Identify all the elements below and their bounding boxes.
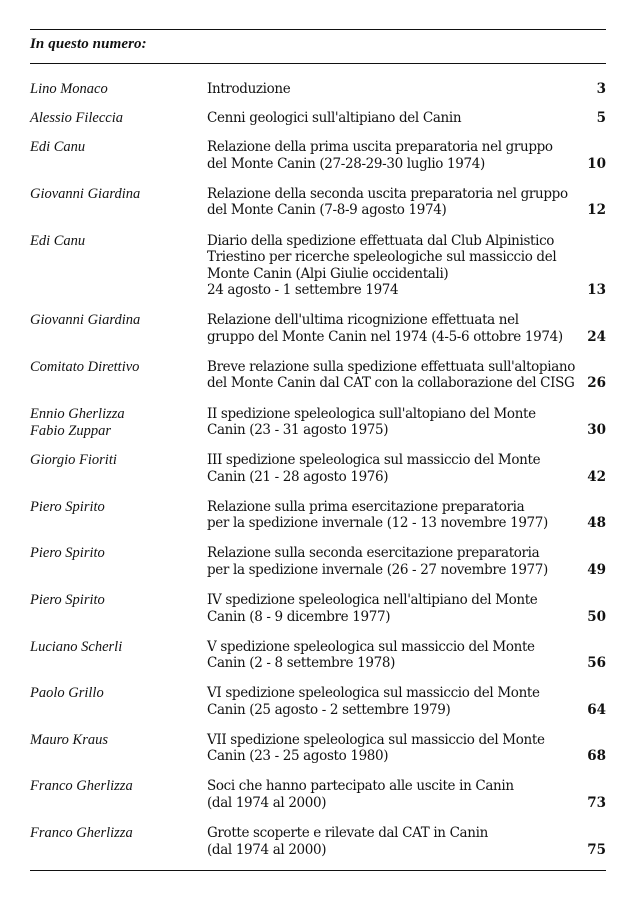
contents-entry	[30, 825, 606, 858]
author-name: Ennio Gherlizza	[30, 405, 125, 422]
title-line: Canin (21 - 28 agosto 1976)	[207, 468, 389, 485]
entry-author	[30, 233, 200, 250]
title-line: Relazione dell'ultima ricognizione effettuata nel	[207, 312, 519, 329]
entry-author	[30, 139, 200, 156]
author-name: Piero Spirito	[30, 545, 105, 562]
title-line: Breve relazione sulla spedizione effettuata sull'altopiano	[207, 358, 576, 375]
author-name: Giovanni Giardina	[30, 312, 141, 329]
title-line: Relazione della seconda uscita preparatoria nel gruppo	[207, 185, 568, 202]
contents-entry	[30, 359, 606, 392]
entry-page-number: 5	[596, 109, 606, 126]
author-name: Franco Gherlizza	[30, 825, 133, 842]
entry-page-number: 64	[587, 701, 606, 718]
title-line: Relazione sulla prima esercitazione preparatoria	[207, 498, 525, 515]
entry-author	[30, 110, 200, 127]
entry-page-number: 26	[587, 375, 606, 392]
entry-page-number: 50	[587, 608, 606, 625]
top-rule	[30, 29, 606, 30]
title-line: VI spedizione speleologica sul massiccio del Monte	[207, 685, 540, 702]
contents-entry	[30, 499, 606, 532]
entry-title	[207, 452, 579, 485]
entry-author	[30, 312, 200, 329]
entry-page-number: 68	[587, 748, 606, 765]
author-name: Comitato Direttivo	[30, 358, 140, 375]
author-name: Franco Gherlizza	[30, 778, 133, 795]
title-line: per la spedizione invernale (12 - 13 novembre 1977)	[207, 515, 548, 532]
author-name: Paolo Grillo	[30, 685, 104, 702]
entry-page-number: 73	[587, 795, 606, 812]
title-line: II spedizione speleologica sull'altopiano del Monte	[207, 405, 536, 422]
contents-entry	[30, 406, 606, 439]
entry-page-number: 42	[587, 468, 606, 485]
title-line: Grotte scoperte e rilevate dal CAT in Canin	[207, 825, 488, 842]
entry-title	[207, 312, 579, 345]
entry-author	[30, 592, 200, 609]
contents-entry	[30, 639, 606, 672]
entry-page-number: 10	[587, 155, 606, 172]
title-line: Cenni geologici sull'altipiano del Canin	[207, 109, 462, 126]
entry-author	[30, 499, 200, 516]
title-line: del Monte Canin (27-28-29-30 luglio 1974)	[207, 155, 485, 172]
title-line: VII spedizione speleologica sul massiccio del Monte	[207, 731, 545, 748]
author-name: Fabio Zuppar	[30, 422, 111, 439]
entry-page-number: 12	[587, 202, 606, 219]
title-line: Relazione della prima uscita preparatoria nel gruppo	[207, 138, 553, 155]
entry-title	[207, 639, 579, 672]
entry-title	[207, 110, 579, 127]
contents-entry	[30, 685, 606, 718]
entry-title	[207, 545, 579, 578]
entry-page-number: 30	[587, 422, 606, 439]
author-name: Luciano Scherli	[30, 638, 123, 655]
entry-title	[207, 778, 579, 811]
author-name: Edi Canu	[30, 232, 86, 249]
entry-author	[30, 778, 200, 795]
bottom-rule	[30, 870, 606, 871]
entry-author	[30, 639, 200, 656]
entry-title	[207, 732, 579, 765]
entry-author	[30, 545, 200, 562]
contents-entry	[30, 545, 606, 578]
contents-entry	[30, 312, 606, 345]
title-line: III spedizione speleologica sul massiccio del Monte	[207, 452, 541, 469]
title-line: Monte Canin (Alpi Giulie occidentali)	[207, 265, 449, 282]
title-line: (dal 1974 al 2000)	[207, 841, 327, 858]
entry-title	[207, 685, 579, 718]
entry-title	[207, 406, 579, 439]
contents-entry	[30, 81, 606, 98]
entry-author	[30, 452, 200, 469]
contents-entry	[30, 778, 606, 811]
title-line: Diario della spedizione effettuata dal Club Alpinistico	[207, 232, 555, 249]
author-name: Piero Spirito	[30, 591, 105, 608]
title-line: Canin (23 - 25 agosto 1980)	[207, 748, 389, 765]
entry-page-number: 24	[587, 328, 606, 345]
author-name: Alessio Fileccia	[30, 109, 124, 126]
entry-page-number: 48	[587, 515, 606, 532]
entry-author	[30, 406, 200, 440]
entry-title	[207, 359, 579, 392]
title-line: Triestino per ricerche speleologiche sul massiccio del	[207, 249, 557, 266]
title-line: 24 agosto - 1 settembre 1974	[207, 282, 399, 299]
author-name: Mauro Kraus	[30, 731, 109, 748]
entry-author	[30, 685, 200, 702]
contents-entry	[30, 110, 606, 127]
entry-page-number: 75	[587, 841, 606, 858]
contents-list	[30, 81, 606, 871]
title-line: (dal 1974 al 2000)	[207, 795, 327, 812]
author-name: Lino Monaco	[30, 81, 108, 97]
title-line: del Monte Canin (7-8-9 agosto 1974)	[207, 202, 447, 219]
title-line: Relazione sulla seconda esercitazione preparatoria	[207, 545, 540, 562]
heading-rule	[30, 63, 606, 64]
title-line: V spedizione speleologica sul massiccio del Monte	[207, 638, 535, 655]
contents-entry	[30, 233, 606, 299]
entry-page-number: 56	[587, 655, 606, 672]
author-name: Giorgio Fioriti	[30, 452, 117, 469]
author-name: Giovanni Giardina	[30, 185, 141, 202]
entry-title	[207, 233, 579, 299]
author-name: Edi Canu	[30, 138, 86, 155]
contents-entry	[30, 139, 606, 172]
entry-title	[207, 499, 579, 532]
entry-title	[207, 186, 579, 219]
contents-entry	[30, 732, 606, 765]
contents-entry	[30, 186, 606, 219]
title-line: Canin (8 - 9 dicembre 1977)	[207, 608, 391, 625]
entry-title	[207, 139, 579, 172]
entry-author	[30, 186, 200, 203]
entry-author	[30, 732, 200, 749]
entry-title	[207, 825, 579, 858]
entry-author	[30, 359, 200, 376]
contents-entry	[30, 452, 606, 485]
entry-title	[207, 592, 579, 625]
title-line: Soci che hanno partecipato alle uscite in Canin	[207, 778, 514, 795]
contents-entry	[30, 592, 606, 625]
title-line: del Monte Canin dal CAT con la collaborazione del CISG	[207, 375, 575, 392]
contents-heading: In questo numero:	[30, 36, 147, 52]
author-name: Piero Spirito	[30, 498, 105, 515]
entry-page-number: 3	[596, 81, 606, 97]
title-line: Canin (2 - 8 settembre 1978)	[207, 655, 396, 672]
title-line: Introduzione	[207, 81, 291, 97]
title-line: per la spedizione invernale (26 - 27 novembre 1977)	[207, 561, 548, 578]
entry-title	[207, 81, 579, 98]
title-line: gruppo del Monte Canin nel 1974 (4-5-6 ottobre 1974)	[207, 328, 563, 345]
entry-page-number: 13	[587, 282, 606, 299]
title-line: Canin (25 agosto - 2 settembre 1979)	[207, 701, 451, 718]
title-line: Canin (23 - 31 agosto 1975)	[207, 422, 389, 439]
title-line: IV spedizione speleologica nell'altipiano del Monte	[207, 591, 538, 608]
entry-author	[30, 81, 200, 98]
entry-page-number: 49	[587, 561, 606, 578]
entry-author	[30, 825, 200, 842]
